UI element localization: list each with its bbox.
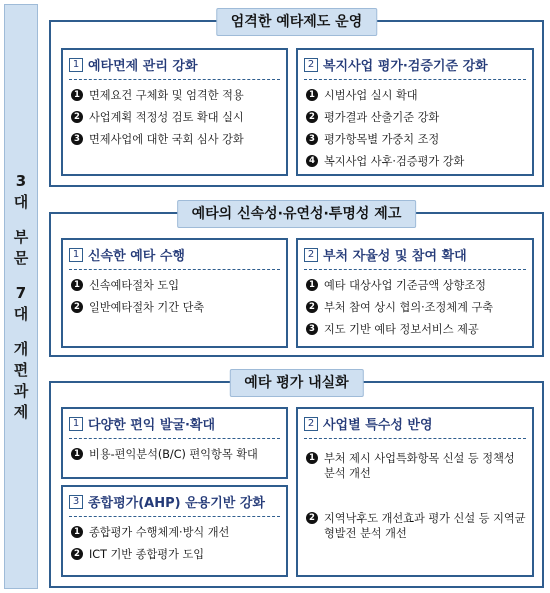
list-item xyxy=(306,88,526,103)
number-bullet: 4 xyxy=(306,155,318,167)
number-bullet: 3 xyxy=(71,133,83,145)
sidebar-char: 부 xyxy=(13,227,29,246)
item-text: 사업계획 적정성 검토 확대 실시 xyxy=(89,111,244,124)
list-item xyxy=(71,547,280,562)
number-bullet: 2 xyxy=(306,512,318,524)
list-item xyxy=(306,154,526,169)
sub-box-fast-review xyxy=(61,238,288,348)
item-text: ICT 기반 종합평가 도입 xyxy=(89,548,205,561)
sub-box-benefit-discovery xyxy=(61,407,288,479)
sidebar-char: 문 xyxy=(13,248,29,267)
item-text: 예타 대상사업 기준금액 상향조정 xyxy=(324,279,486,292)
list-item xyxy=(306,322,526,337)
number-box: 1 xyxy=(69,58,83,72)
list-item xyxy=(71,132,280,147)
list-item xyxy=(71,447,280,462)
list-item xyxy=(71,110,280,125)
sub-box-project-specific xyxy=(296,407,534,577)
number-bullet: 3 xyxy=(306,133,318,145)
number-box: 3 xyxy=(69,495,83,509)
section-speed-flexibility xyxy=(49,206,544,357)
list-item xyxy=(306,451,526,481)
sub-title-text: 종합평가(AHP) 운용기반 강화 xyxy=(88,496,265,511)
item-text: 지도 기반 예타 정보서비스 제공 xyxy=(324,323,479,336)
number-bullet: 1 xyxy=(71,448,83,460)
item-text: 면제요건 구체화 및 엄격한 적용 xyxy=(89,89,244,102)
sub-title xyxy=(69,240,280,270)
number-bullet: 1 xyxy=(71,89,83,101)
number-bullet: 2 xyxy=(71,111,83,123)
list-item xyxy=(71,278,280,293)
sub-title-text: 부처 자율성 및 참여 확대 xyxy=(323,249,467,264)
sidebar-char: 편 xyxy=(13,360,29,379)
section-title: 엄격한 예타제도 운영 xyxy=(216,8,377,36)
number-bullet: 3 xyxy=(306,323,318,335)
number-bullet: 1 xyxy=(306,452,318,464)
number-bullet: 1 xyxy=(306,89,318,101)
number-box: 1 xyxy=(69,248,83,262)
sidebar-char: 대 xyxy=(13,192,29,211)
list-item xyxy=(306,110,526,125)
sub-title xyxy=(304,409,526,439)
sidebar-char: 제 xyxy=(13,402,29,421)
item-text: 신속예타절차 도입 xyxy=(89,279,180,292)
sidebar-char: 7 xyxy=(15,283,27,302)
sidebar-label xyxy=(4,4,38,589)
item-text: 면제사업에 대한 국회 심사 강화 xyxy=(89,133,244,146)
sub-title-text: 다양한 편익 발굴·확대 xyxy=(88,418,216,433)
sub-box-welfare xyxy=(296,48,534,176)
number-bullet: 1 xyxy=(306,279,318,291)
item-text: 평가항목별 가중치 조정 xyxy=(324,133,440,146)
list-item xyxy=(71,88,280,103)
sub-title xyxy=(69,409,280,439)
sidebar-char: 개 xyxy=(13,339,29,358)
sub-box-exemption xyxy=(61,48,288,176)
section-evaluation-quality xyxy=(49,375,544,588)
number-bullet: 1 xyxy=(71,279,83,291)
number-box: 2 xyxy=(304,417,318,431)
sub-title-text: 사업별 특수성 반영 xyxy=(323,418,433,433)
item-text: 부처 참여 상시 협의·조정체계 구축 xyxy=(324,301,494,314)
number-bullet: 2 xyxy=(306,111,318,123)
number-box: 2 xyxy=(304,58,318,72)
list-item xyxy=(306,511,526,541)
section-strict-operation xyxy=(49,14,544,187)
sub-title-text: 신속한 예타 수행 xyxy=(88,249,185,264)
sub-title-text: 예타면제 관리 강화 xyxy=(88,59,198,74)
section-title: 예타 평가 내실화 xyxy=(229,369,363,397)
sub-title-text: 복지사업 평가·검증기준 강화 xyxy=(323,59,488,74)
sub-box-ministry-autonomy xyxy=(296,238,534,348)
item-text: 복지사업 사후·검증평가 강화 xyxy=(324,155,465,168)
list-item xyxy=(306,278,526,293)
section-title: 예타의 신속성·유연성·투명성 제고 xyxy=(177,200,417,228)
list-item xyxy=(71,300,280,315)
list-item xyxy=(306,132,526,147)
item-text: 평가결과 산출기준 강화 xyxy=(324,111,440,124)
number-bullet: 2 xyxy=(71,548,83,560)
sub-title xyxy=(69,487,280,517)
sub-title xyxy=(304,240,526,270)
item-text: 일반예타절차 기간 단축 xyxy=(89,301,205,314)
number-bullet: 1 xyxy=(71,526,83,538)
sub-title xyxy=(304,50,526,80)
list-item xyxy=(306,300,526,315)
list-item xyxy=(71,525,280,540)
sub-title xyxy=(69,50,280,80)
sidebar-char: 과 xyxy=(13,381,29,400)
number-box: 1 xyxy=(69,417,83,431)
number-bullet: 2 xyxy=(306,301,318,313)
sub-box-ahp xyxy=(61,485,288,577)
number-bullet: 2 xyxy=(71,301,83,313)
sidebar-char: 3 xyxy=(15,171,27,190)
item-text: 부처 제시 사업특화항목 신설 등 정책성 분석 개선 xyxy=(324,452,515,480)
sidebar-char: 대 xyxy=(13,304,29,323)
item-text: 지역낙후도 개선효과 평가 신설 등 지역균형발전 분석 개선 xyxy=(324,512,526,540)
item-text: 종합평가 수행체계·방식 개선 xyxy=(89,526,230,539)
item-text: 시범사업 실시 확대 xyxy=(324,89,418,102)
number-box: 2 xyxy=(304,248,318,262)
item-text: 비용-편익분석(B/C) 편익항목 확대 xyxy=(89,448,258,461)
